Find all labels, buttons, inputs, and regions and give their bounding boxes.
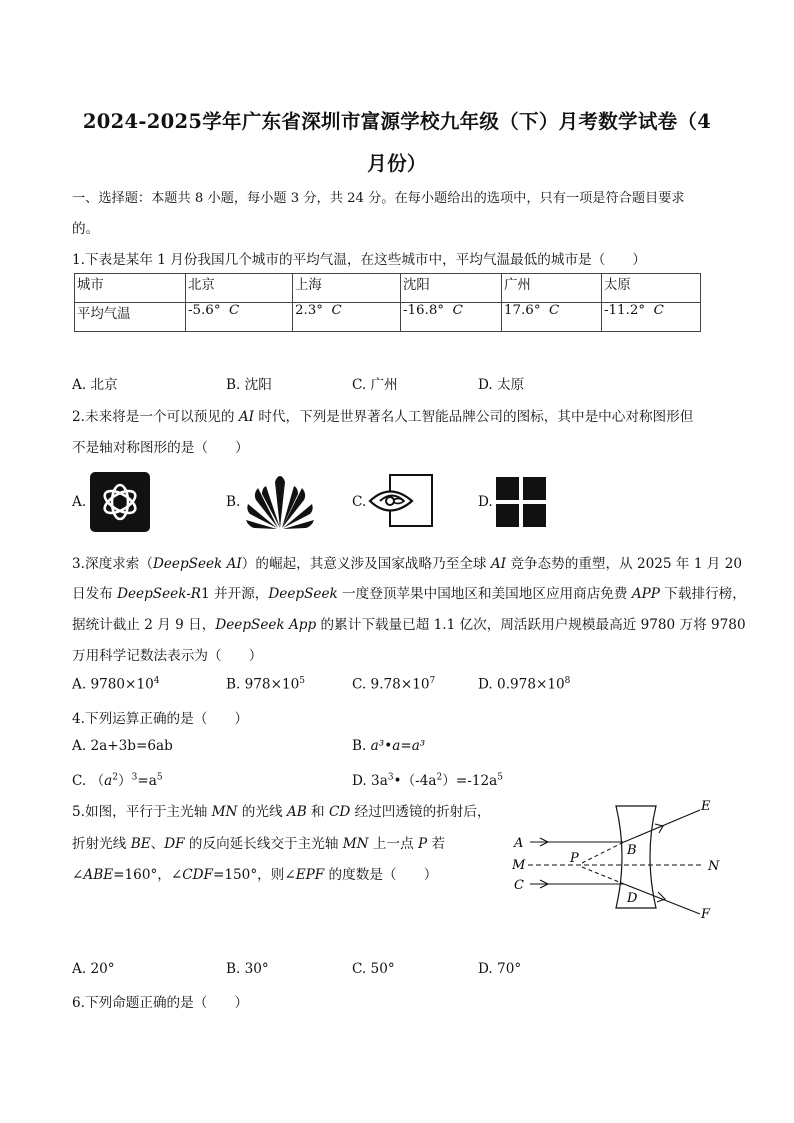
q1-option-a[interactable]: A. 北京 [72,377,118,393]
q5-option-b[interactable]: B. 30° [226,961,269,977]
q3-option-d[interactable]: D. $0.978\times 10^8$ [478,676,571,693]
extension-pb [582,842,624,863]
section-heading-line-2: 的。 [72,221,100,237]
temperature-table [74,273,701,332]
label-a: A [514,836,524,851]
exam-title-line-2: 月份） [367,152,427,175]
table-row [75,303,701,332]
label-e: E [701,799,711,814]
table-cell: 城市 [75,274,186,303]
q3-stem-line-1: 3.深度求索（DeepSeek AI）的崛起，其意义涉及国家战略乃至全球 AI 竞争态势的重塑，从 2025 年 1 月 20 [72,556,742,572]
exam-title-line-1: 2024-2025学年广东省深圳市富源学校九年级（下）月考数学试卷（4 [82,110,712,133]
nvidia-logo-icon [368,474,434,528]
q1-option-b[interactable]: B. 沈阳 [226,377,272,393]
table-header-row [75,274,701,303]
table-cell: 沈阳 [401,274,502,303]
q5-option-c[interactable]: C. 50° [352,961,395,977]
q5-stem-line-2: 折射光线 BE、DF 的反向延长线交于主光轴 MN 上一点 P 若 [72,836,446,852]
huawei-logo-icon [244,474,316,530]
q4-option-c[interactable]: C. $(a^2)^3=a^5$ [72,772,163,789]
q4-option-d[interactable]: D. $3a^3•(-4a^2)=-12a^5$ [352,772,503,789]
q5-stem-line-1: 5.如图，平行于主光轴 MN 的光线 AB 和 CD 经过凹透镜的折射后， [72,804,491,820]
table-cell: 17.6° C [502,303,602,332]
label-f: F [701,907,711,922]
windows-logo-icon [496,477,546,527]
q2-stem-line-1: 2.未来将是一个可以预见的 AI 时代，下列是世界著名人工智能品牌公司的图标，其中是中心对称图形但 [72,409,694,425]
q2-option-d-label[interactable]: D. [478,494,493,510]
q5-option-d[interactable]: D. 70° [478,961,522,977]
label-n: N [708,859,720,874]
q5-option-a[interactable]: A. 20° [72,961,115,977]
table-cell: 太原 [602,274,701,303]
q2-option-b-label[interactable]: B. [226,494,241,510]
label-b: B [627,843,637,858]
q2-stem-line-2: 不是轴对称图形的是（ ） [72,440,249,456]
table-cell: 上海 [293,274,401,303]
extension-pd [582,867,624,884]
q3-option-c[interactable]: C. $9.78\times 10^7$ [352,676,436,693]
label-d: D [627,891,638,906]
q1-stem: 1.下表是某年 1 月份我国几个城市的平均气温，在这些城市中，平均气温最低的城市是（ ） [72,252,647,268]
q5-stem-line-3: ∠ABE=160°，∠CDF=150°，则∠EPF 的度数是（ ） [72,867,438,883]
table-cell: -16.8° C [401,303,502,332]
q4-option-b[interactable]: B. a³•a=a³ [352,738,426,754]
q3-stem-line-3: 据统计截止 2 月 9 日，DeepSeek App 的累计下载量已超 1.1 亿次，周活跃用户规模最高近 9780 万将 9780 [72,617,746,633]
table-cell: 北京 [186,274,293,303]
q2-option-c-label[interactable]: C. [352,494,367,510]
table-cell: 2.3° C [293,303,401,332]
q1-option-c[interactable]: C. 广州 [352,377,398,393]
q3-option-a[interactable]: A. $9780\times 10^4$ [72,676,160,693]
q3-option-b[interactable]: B. $978\times 10^5$ [226,676,305,693]
table-cell: 广州 [502,274,602,303]
concave-lens-figure [506,796,726,926]
table-row-label: 平均气温 [75,303,186,332]
table-cell: -11.2° C [602,303,701,332]
q3-stem-line-2: 日发布 DeepSeek-R1 并开源，DeepSeek 一度登顶苹果中国地区和美国地区应用商店免费 APP 下载排行榜， [72,586,746,602]
section-heading-line-1: 一、选择题：本题共 8 小题，每小题 3 分，共 24 分。在每小题给出的选项中，只有一项是符合题目要求 [72,191,685,206]
openai-logo-icon [90,472,150,532]
q2-option-a-label[interactable]: A. [72,494,87,510]
q6-stem: 6.下列命题正确的是（ ） [72,995,249,1011]
label-m: M [512,858,526,873]
label-c: C [514,878,524,893]
q3-stem-line-4: 万用科学记数法表示为（ ） [72,648,263,664]
q1-option-d[interactable]: D. 太原 [478,377,525,393]
q4-stem: 4.下列运算正确的是（ ） [72,711,249,727]
label-p: P [570,851,579,866]
q4-option-a[interactable]: A. 2a+3b=6ab [72,738,173,754]
table-cell: -5.6° C [186,303,293,332]
